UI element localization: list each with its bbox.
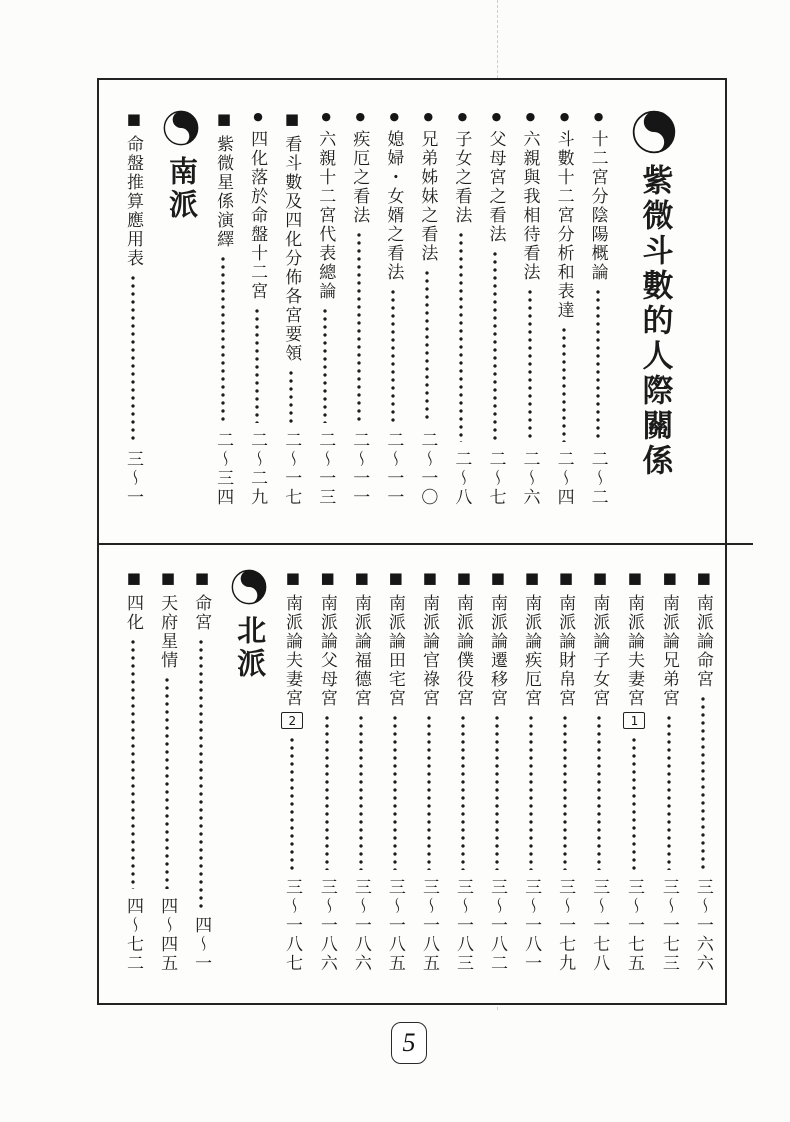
entry-title: 南派論遷移宮 [487, 594, 508, 708]
leader-dots [290, 736, 294, 870]
entry-marker-icon: ■ [192, 569, 211, 587]
toc-top-panel [99, 80, 716, 543]
entry-page-number: 二～一一 [349, 431, 370, 507]
entry-page-number: 二～八 [451, 450, 472, 507]
entry-title: 父母宮之看法 [485, 130, 506, 244]
entry-title: 南派論夫妻宮 [281, 594, 302, 708]
leader-dots [131, 638, 135, 889]
leader-dots [165, 676, 169, 889]
toc-entry [521, 569, 541, 973]
toc-entry [554, 110, 574, 507]
entry-marker-icon: ■ [283, 569, 302, 587]
entry-title: 南派論子女宮 [589, 594, 610, 708]
leader-dots [325, 714, 329, 870]
leader-dots [359, 714, 363, 870]
toc-entry [317, 569, 337, 973]
entry-marker-icon: ■ [488, 569, 507, 587]
entry-title: 疾厄之看法 [349, 130, 370, 225]
entry-marker-icon: ● [319, 110, 333, 123]
entry-title: 南派論父母宮 [316, 594, 337, 708]
toc-entry [383, 110, 403, 507]
entry-page-number: 三～一八六 [316, 878, 337, 973]
leader-dots [199, 638, 203, 908]
toc-entry [417, 110, 437, 507]
entry-marker-icon: ■ [214, 110, 233, 128]
entry-page-number: 二～一〇 [417, 431, 438, 507]
folio-page-number: 5 [391, 1022, 427, 1064]
toc-entry [519, 110, 539, 507]
entry-title: 六親與我相待看法 [519, 130, 540, 282]
entry-marker-icon: ■ [318, 569, 337, 587]
entry-title: 南派論命宮 [692, 594, 713, 689]
entry-page-number: 三～一八五 [384, 878, 405, 973]
entry-part-number: 2 [281, 712, 303, 729]
entry-page-number: 三～一七九 [555, 878, 576, 973]
entry-marker-icon: ● [387, 110, 401, 123]
entry-title: 南派論僕役宮 [453, 594, 473, 708]
entry-marker-icon: ■ [124, 110, 143, 128]
yin-yang-icon [231, 569, 267, 605]
toc-entry [157, 569, 177, 973]
leader-dots [255, 307, 259, 423]
entry-page-number: 二～三四 [213, 431, 234, 507]
entry-marker-icon: ■ [625, 569, 644, 587]
entry-page-number: 三～一八三 [453, 878, 473, 973]
entry-page-number: 二～二 [587, 450, 608, 507]
entry-page-number: 三～一八六 [350, 878, 371, 973]
entry-title: 紫微星係演繹 [213, 135, 234, 249]
entry-title: 四化 [123, 594, 144, 632]
leader-dots [427, 714, 431, 870]
toc-entry [191, 569, 211, 973]
yin-yang-icon [163, 110, 199, 146]
leader-dots [562, 326, 566, 442]
toc-entry [123, 110, 143, 507]
leader-dots [495, 714, 499, 870]
entry-page-number: 三～一八二 [487, 878, 508, 973]
entry-title: 南派論官祿宮 [418, 594, 439, 708]
entry-page-number: 三～一八五 [418, 878, 439, 973]
entry-marker-icon: ■ [694, 569, 713, 587]
entry-page-number: 二～一一 [383, 431, 404, 507]
entry-page-number: 二～六 [519, 450, 540, 507]
entry-marker-icon: ■ [283, 110, 302, 128]
subsection-north-school [231, 569, 267, 973]
entry-marker-icon: ■ [522, 569, 541, 587]
toc-entry [485, 110, 505, 507]
toc-entry [281, 569, 303, 973]
entry-title: 南派論財帛宮 [555, 594, 576, 708]
leader-dots [493, 250, 497, 442]
toc-entry [487, 569, 507, 973]
toc-bottom-panel [99, 543, 753, 1003]
entry-title: 天府星情 [157, 594, 178, 670]
leader-dots [357, 231, 361, 423]
leader-dots [461, 714, 465, 870]
toc-entry [123, 569, 143, 973]
leader-dots [632, 736, 636, 870]
entry-marker-icon: ■ [556, 569, 575, 587]
book-title: 紫微斗數的人際關係 [636, 164, 673, 479]
entry-title: 媳婦・女婿之看法 [383, 130, 404, 282]
toc-entry [453, 569, 473, 973]
entry-page-number: 三～一六六 [692, 878, 713, 973]
entry-marker-icon: ■ [420, 569, 439, 587]
entry-title: 四化落於命盤十二宮 [247, 130, 268, 301]
entry-marker-icon: ● [251, 110, 265, 123]
entry-title: 命宮 [191, 594, 212, 632]
entry-title: 斗數十二宮分析和表達 [553, 130, 574, 320]
entry-title: 南派論夫妻宮 [624, 594, 645, 708]
subsection-south-school [163, 110, 199, 507]
entry-part-number: 1 [623, 712, 645, 729]
entry-page-number: 三～一八七 [281, 878, 302, 973]
toc-entry [659, 569, 679, 973]
entry-marker-icon: ● [421, 110, 435, 123]
top-entry-list [213, 110, 608, 507]
leader-dots [221, 255, 225, 423]
leader-dots [323, 307, 327, 423]
leader-dots [459, 231, 463, 442]
toc-entry [349, 110, 369, 507]
entry-marker-icon: ● [455, 110, 469, 123]
leader-dots [391, 288, 395, 423]
toc-entry [555, 569, 575, 973]
entry-title: 南派論福德宮 [350, 594, 371, 708]
toc-entry [623, 569, 645, 973]
entry-title: 兄弟姊妹之看法 [417, 130, 438, 263]
bottom-entry-list [281, 569, 713, 973]
book-title-column [632, 110, 676, 507]
entry-title: 南派論疾厄宮 [521, 594, 542, 708]
toc-frame [97, 78, 727, 1005]
leader-dots [667, 714, 671, 870]
entry-page-number: 三～一 [123, 450, 144, 507]
toc-entry [247, 110, 267, 507]
entry-marker-icon: ■ [454, 569, 473, 587]
leader-dots [131, 274, 135, 442]
leader-dots [289, 369, 293, 423]
leader-dots [596, 288, 600, 442]
entry-title: 命盤推算應用表 [123, 135, 144, 268]
entry-marker-icon: ■ [124, 569, 143, 587]
toc-entry [351, 569, 371, 973]
leader-dots [597, 714, 601, 870]
entry-marker-icon: ■ [158, 569, 177, 587]
entry-page-number: 三～一七五 [624, 878, 645, 973]
entry-marker-icon: ■ [591, 569, 610, 587]
entry-page-number: 四～四五 [157, 897, 178, 973]
toc-entry [385, 569, 405, 973]
entry-page-number: 二～一三 [315, 431, 336, 507]
entry-page-number: 四～一 [191, 916, 212, 973]
leader-dots [563, 714, 567, 870]
entry-page-number: 二～四 [553, 450, 574, 507]
entry-page-number: 二～一七 [281, 431, 302, 507]
entry-page-number: 二～七 [485, 450, 506, 507]
entry-title: 南派論兄弟宮 [658, 594, 679, 708]
toc-entry [451, 110, 471, 507]
entry-marker-icon: ● [489, 110, 503, 123]
toc-entry [315, 110, 335, 507]
entry-page-number: 三～一八一 [521, 878, 542, 973]
entry-marker-icon: ● [558, 110, 572, 123]
toc-entry [281, 110, 301, 507]
entry-title: 六親十二宮代表總論 [315, 130, 336, 301]
entry-marker-icon: ● [523, 110, 537, 123]
entry-page-number: 三～一七八 [589, 878, 610, 973]
yin-yang-icon [632, 110, 676, 154]
entry-page-number: 二～二九 [247, 431, 268, 507]
entry-title: 十二宮分陰陽概論 [587, 130, 608, 282]
top-subsection-entry-list [123, 110, 143, 507]
entry-marker-icon: ■ [386, 569, 405, 587]
entry-title: 子女之看法 [451, 130, 472, 225]
entry-marker-icon: ■ [660, 569, 679, 587]
entry-title: 南派論田宅宮 [384, 594, 405, 708]
leader-dots [393, 714, 397, 870]
subsection-label: 北派 [233, 615, 268, 681]
entry-title: 看斗數及四化分佈各宮要領 [281, 135, 302, 363]
leader-dots [701, 695, 705, 870]
leader-dots [529, 714, 533, 870]
bottom-subsection-entry-list [123, 569, 211, 973]
entry-marker-icon: ● [592, 110, 606, 123]
toc-entry [588, 110, 608, 507]
entry-page-number: 四～七二 [123, 897, 144, 973]
toc-entry [589, 569, 609, 973]
leader-dots [528, 288, 532, 442]
subsection-label: 南派 [165, 156, 199, 222]
entry-page-number: 三～一七三 [658, 878, 679, 973]
leader-dots [425, 269, 429, 423]
entry-marker-icon: ■ [352, 569, 371, 587]
toc-entry [419, 569, 439, 973]
entry-marker-icon: ● [353, 110, 367, 123]
toc-entry [213, 110, 233, 507]
toc-entry [693, 569, 713, 973]
